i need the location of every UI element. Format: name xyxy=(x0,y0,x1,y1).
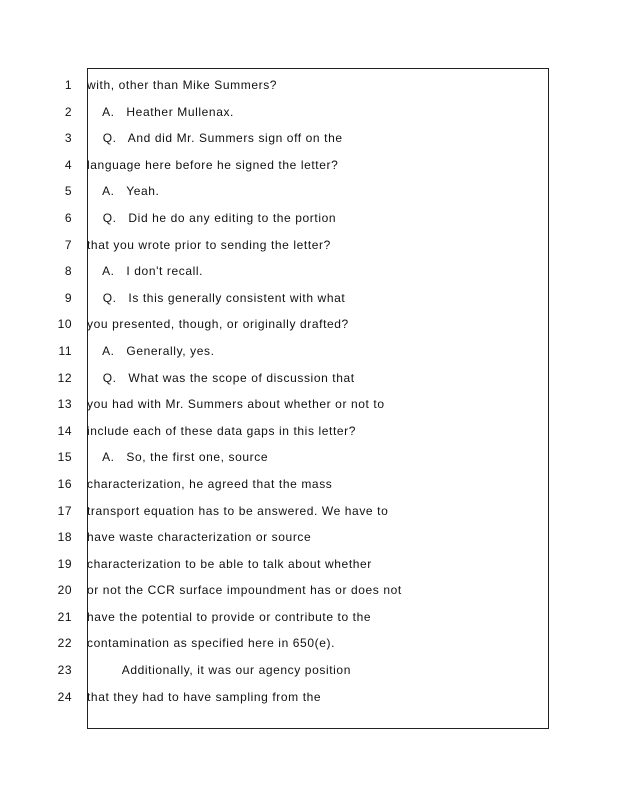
transcript-line: Additionally, it was our agency position xyxy=(87,663,351,678)
line-number: 23 xyxy=(57,663,72,678)
line-number-column xyxy=(40,72,72,710)
transcript-line: Q. Did he do any editing to the portion xyxy=(87,210,337,225)
transcript-line: A. So, the first one, source xyxy=(87,450,269,465)
line-number: 16 xyxy=(57,476,72,491)
line-number: 24 xyxy=(57,689,72,704)
line-number: 6 xyxy=(64,210,72,225)
transcript-line: characterization to be able to talk about whether xyxy=(87,556,372,571)
transcript-line: that you wrote prior to sending the letter? xyxy=(87,237,331,252)
transcript-line: include each of these data gaps in this letter? xyxy=(87,423,357,438)
transcript-line: you presented, though, or originally drafted? xyxy=(87,317,349,332)
line-number: 19 xyxy=(57,556,72,571)
transcript-line: A. I don't recall. xyxy=(87,264,204,279)
transcript-line: have the potential to provide or contribute to the xyxy=(87,609,372,624)
line-number: 17 xyxy=(57,503,72,518)
line-number: 20 xyxy=(57,583,72,598)
transcript-line: Q. Is this generally consistent with what xyxy=(87,290,346,305)
line-number: 2 xyxy=(64,104,72,119)
line-number: 4 xyxy=(64,157,72,172)
line-number: 12 xyxy=(57,370,72,385)
line-number: 1 xyxy=(64,78,72,92)
transcript-line: that they had to have sampling from the xyxy=(87,689,322,704)
line-number: 8 xyxy=(64,264,72,279)
transcript-line: Q. What was the scope of discussion that xyxy=(87,370,355,385)
transcript-line: contamination as specified here in 650(e). xyxy=(87,636,335,651)
line-number: 9 xyxy=(64,290,72,305)
line-number: 21 xyxy=(57,609,72,624)
transcript-line: Q. And did Mr. Summers sign off on the xyxy=(87,131,343,146)
line-number: 22 xyxy=(57,636,72,651)
line-number: 14 xyxy=(57,423,72,438)
transcript-line: A. Heather Mullenax. xyxy=(87,104,234,119)
transcript-line: you had with Mr. Summers about whether or not to xyxy=(87,397,385,412)
line-number: 5 xyxy=(64,184,72,199)
transcript-line: transport equation has to be answered. We have to xyxy=(87,503,389,518)
line-number: 10 xyxy=(57,317,72,332)
line-number: 13 xyxy=(57,397,72,412)
transcript-line: A. Generally, yes. xyxy=(87,343,215,358)
line-number: 7 xyxy=(64,237,72,252)
line-number: 18 xyxy=(57,530,72,545)
transcript-line: with, other than Mike Summers? xyxy=(87,78,278,92)
transcript-line: A. Yeah. xyxy=(87,184,160,199)
transcript-line: or not the CCR surface impoundment has or does not xyxy=(87,583,402,598)
line-number: 15 xyxy=(57,450,72,465)
transcript-line: language here before he signed the letter? xyxy=(87,157,339,172)
transcript-line: characterization, he agreed that the mass xyxy=(87,476,333,491)
line-number: 3 xyxy=(64,131,72,146)
transcript-body xyxy=(87,72,545,710)
line-number: 11 xyxy=(58,343,72,358)
transcript-line: have waste characterization or source xyxy=(87,530,312,545)
